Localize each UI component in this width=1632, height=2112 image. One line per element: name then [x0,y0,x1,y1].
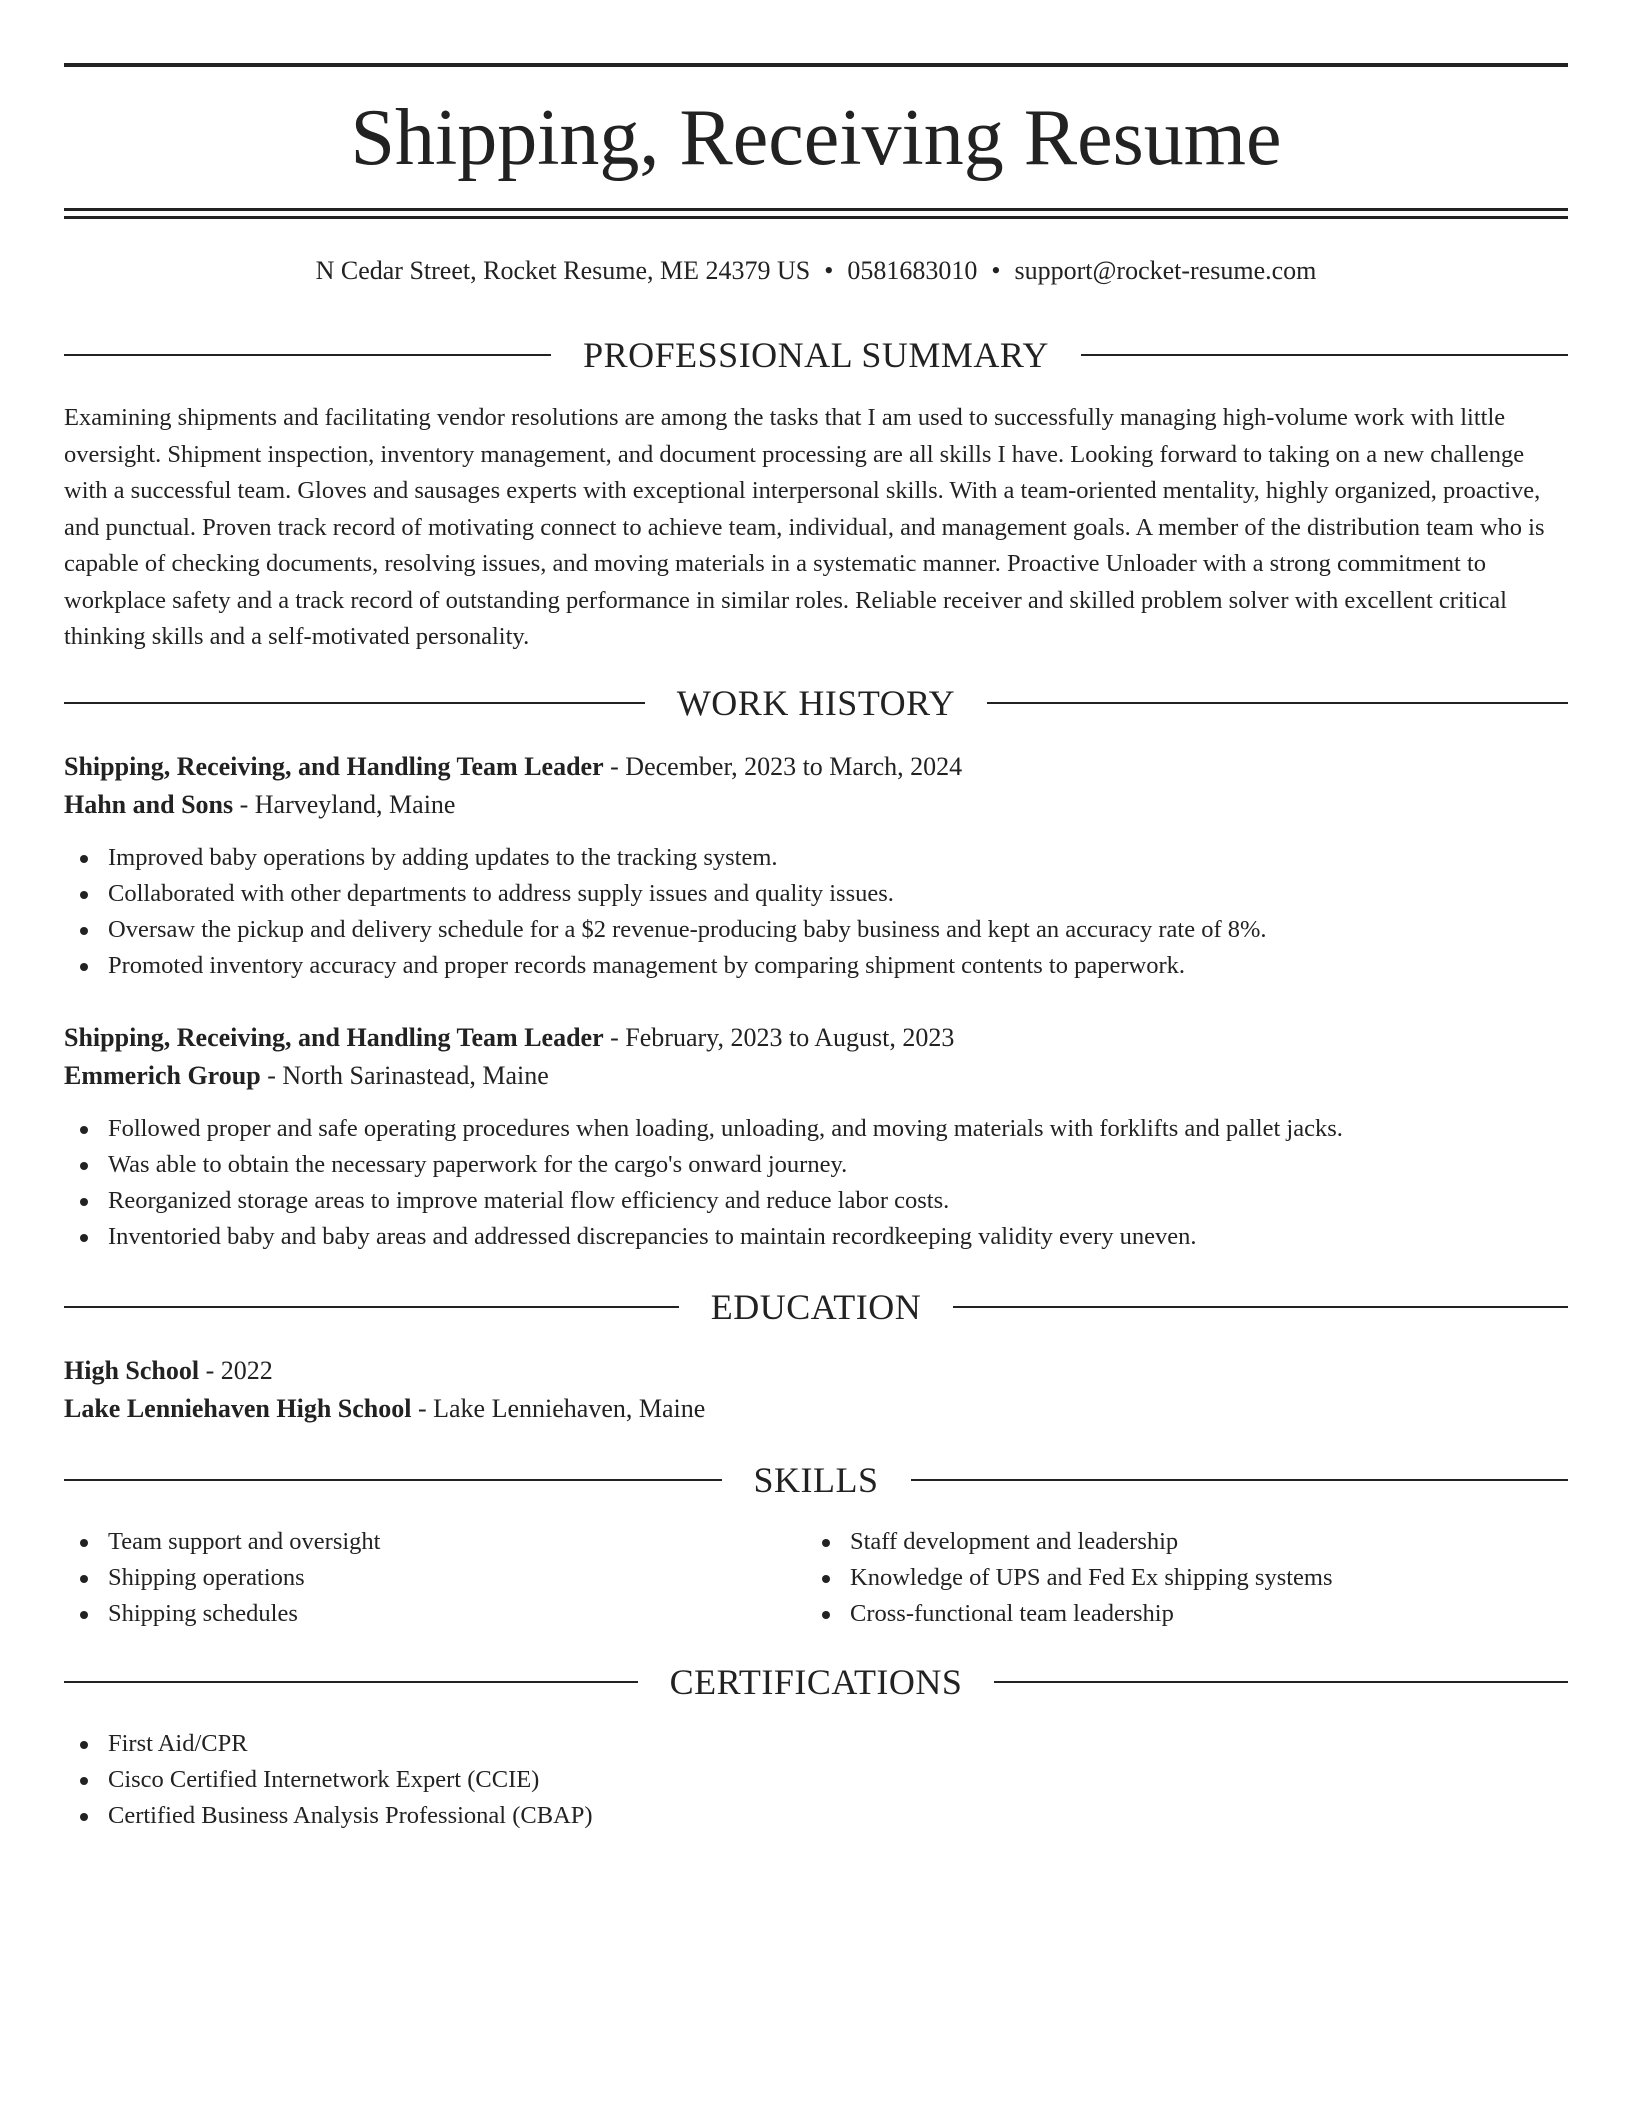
job-title-line [64,748,1568,786]
contact-email: support@rocket-resume.com [1014,256,1317,285]
list-item: Shipping schedules [64,1596,764,1632]
section-title: WORK HISTORY [676,683,956,723]
section-title: PROFESSIONAL SUMMARY [583,335,1049,375]
section-rule [1081,354,1568,356]
job-company: Hahn and Sons [64,790,234,819]
title-rule-upper [64,208,1568,211]
section-rule [64,702,645,704]
job-dates: - December, 2023 to March, 2024 [603,752,963,781]
summary-text: Examining shipments and facilitating vendor resolutions are among the tasks that I am used to successfully managing high-volume work with little oversight. Shipment inspection, inventory management, and document processing are all skills I have. Looking forward to taking on a new challenge with a successful team. Gloves and sausages experts with exceptional interpersonal skills. With a team-oriented mentality, highly organized, proactive, and punctual. Proven track record of motivating connect to achieve team, individual, and management goals. A member of the distribution team who is capable of checking documents, resolving issues, and moving materials in a systematic manner. Proactive Unloader with a strong commitment to workplace safety and a track record of outstanding performance in similar roles. Reliable receiver and skilled problem solver with excellent critical thinking skills and a self-motivated personality. [64,404,1545,650]
list-item: Promoted inventory accuracy and proper records management by comparing shipment contents to paperwork. [64,948,1568,984]
section-header-certifications [64,1660,1568,1704]
section-rule [64,1681,638,1683]
section-rule [64,1306,679,1308]
contact-address: N Cedar Street, Rocket Resume, ME 24379 US [315,256,811,285]
job-location: - North Sarinastead, Maine [260,1061,549,1090]
list-item: Followed proper and safe operating procedures when loading, unloading, and moving materials with forklifts and pallet jacks. [64,1111,1568,1147]
contact-separator: • [824,256,834,285]
contact-phone: 0581683010 [847,256,978,285]
education-degree: High School [64,1356,200,1385]
skills-list-right [806,1524,1506,1632]
section-rule [64,1479,722,1481]
skills-list-left [64,1524,764,1632]
section-rule [994,1681,1568,1683]
contact-separator: • [991,256,1001,285]
section-header-education [64,1285,1568,1329]
section-rule [64,354,551,356]
section-title: EDUCATION [710,1287,922,1327]
list-item: First Aid/CPR [64,1726,1568,1762]
title-rule-lower [64,216,1568,219]
list-item: Inventoried baby and baby areas and addressed discrepancies to maintain recordkeeping validity every uneven. [64,1219,1568,1255]
contact-line [64,254,1568,288]
education-school: Lake Lenniehaven High School [64,1394,412,1423]
job-location: - Harveyland, Maine [233,790,456,819]
section-rule [953,1306,1568,1308]
list-item: Knowledge of UPS and Fed Ex shipping systems [806,1560,1506,1596]
education-degree-line [64,1352,1568,1390]
job-entry [64,748,1568,984]
resume-title: Shipping, Receiving Resume [350,94,1282,182]
list-item: Team support and oversight [64,1524,764,1560]
section-header-skills [64,1458,1568,1502]
job-company-line [64,1057,1568,1095]
list-item: Improved baby operations by adding updates to the tracking system. [64,840,1568,876]
list-item: Cross-functional team leadership [806,1596,1506,1632]
section-header-summary [64,333,1568,377]
job-bullets [64,1111,1568,1255]
section-title: SKILLS [753,1460,879,1500]
list-item: Certified Business Analysis Professional (CBAP) [64,1798,1568,1834]
list-item: Collaborated with other departments to address supply issues and quality issues. [64,876,1568,912]
job-title: Shipping, Receiving, and Handling Team Leader [64,1023,604,1052]
job-title: Shipping, Receiving, and Handling Team Leader [64,752,604,781]
list-item: Was able to obtain the necessary paperwork for the cargo's onward journey. [64,1147,1568,1183]
list-item: Shipping operations [64,1560,764,1596]
section-title: CERTIFICATIONS [669,1662,963,1702]
list-item: Cisco Certified Internetwork Expert (CCIE) [64,1762,1568,1798]
job-company: Emmerich Group [64,1061,261,1090]
education-year: - 2022 [199,1356,273,1385]
list-item: Staff development and leadership [806,1524,1506,1560]
job-bullets [64,840,1568,984]
job-company-line [64,786,1568,824]
section-header-work [64,681,1568,725]
section-rule [987,702,1568,704]
job-title-line [64,1019,1568,1057]
education-school-line [64,1390,1568,1428]
education-entry [64,1352,1568,1428]
job-entry [64,1019,1568,1255]
top-rule [64,63,1568,67]
list-item: Reorganized storage areas to improve material flow efficiency and reduce labor costs. [64,1183,1568,1219]
list-item: Oversaw the pickup and delivery schedule for a $2 revenue-producing baby business and kept an accuracy rate of 8%. [64,912,1568,948]
education-location: - Lake Lenniehaven, Maine [411,1394,706,1423]
certifications-list [64,1726,1568,1834]
job-dates: - February, 2023 to August, 2023 [603,1023,955,1052]
section-rule [911,1479,1569,1481]
